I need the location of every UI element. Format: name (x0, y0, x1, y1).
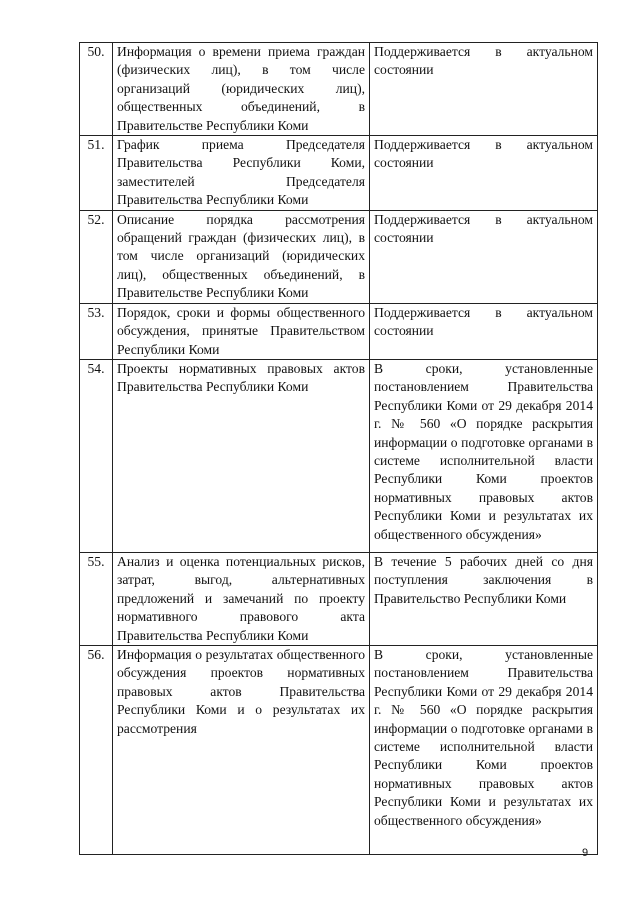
row-term: Поддерживается в актуальном состоянии (370, 43, 598, 136)
table-row (80, 136, 598, 211)
row-term: В сроки, установленные постановлением Правительства Республики Коми от 29 декабря 2014 г. № 560 «О порядке раскрытия информации о подготовке органами в системе исполнительной власти Республики Коми проектов нормативных правовых актов Республики Коми и результатах их общественного обсуждения» (370, 359, 598, 552)
row-number: 55. (80, 552, 113, 645)
row-description: Информация о результатах общественного обсуждения проектов нормативных правовых актов Правительства Республики Коми и о результатах их рассмотрения (113, 645, 370, 854)
row-number: 56. (80, 645, 113, 854)
row-number: 53. (80, 303, 113, 359)
row-term: Поддерживается в актуальном состоянии (370, 303, 598, 359)
row-term: В сроки, установленные постановлением Правительства Республики Коми от 29 декабря 2014 г. № 560 «О порядке раскрытия информации о подготовке органами в системе исполнительной власти Республики Коми проектов нормативных правовых актов Республики Коми и результатах их общественного обсуждения» (370, 645, 598, 854)
document-table (79, 42, 598, 855)
row-term: Поддерживается в актуальном состоянии (370, 210, 598, 303)
page-number: 9 (582, 847, 589, 859)
row-number: 52. (80, 210, 113, 303)
row-term: В течение 5 рабочих дней со дня поступления заключения в Правительство Республики Коми (370, 552, 598, 645)
row-number: 50. (80, 43, 113, 136)
row-description: Анализ и оценка потенциальных рисков, затрат, выгод, альтернативных предложений и замечаний по проекту нормативного правового акта Правительства Республики Коми (113, 552, 370, 645)
row-description: Описание порядка рассмотрения обращений граждан (физических лиц), в том числе организаций (юридических лиц), общественных объединений, в Правительстве Республики Коми (113, 210, 370, 303)
row-description: Порядок, сроки и формы общественного обсуждения, принятые Правительством Республики Коми (113, 303, 370, 359)
table-row (80, 552, 598, 645)
table-row (80, 645, 598, 854)
row-description: Проекты нормативных правовых актов Правительства Республики Коми (113, 359, 370, 552)
table-row (80, 210, 598, 303)
row-description: Информация о времени приема граждан (физических лиц), в том числе организаций (юридических лиц), общественных объединений, в Правительстве Республики Коми (113, 43, 370, 136)
row-term: Поддерживается в актуальном состоянии (370, 136, 598, 211)
table-row (80, 359, 598, 552)
row-number: 54. (80, 359, 113, 552)
table-row (80, 43, 598, 136)
table-row (80, 303, 598, 359)
row-number: 51. (80, 136, 113, 211)
row-description: График приема Председателя Правительства Республики Коми, заместителей Председателя Правительства Республики Коми (113, 136, 370, 211)
